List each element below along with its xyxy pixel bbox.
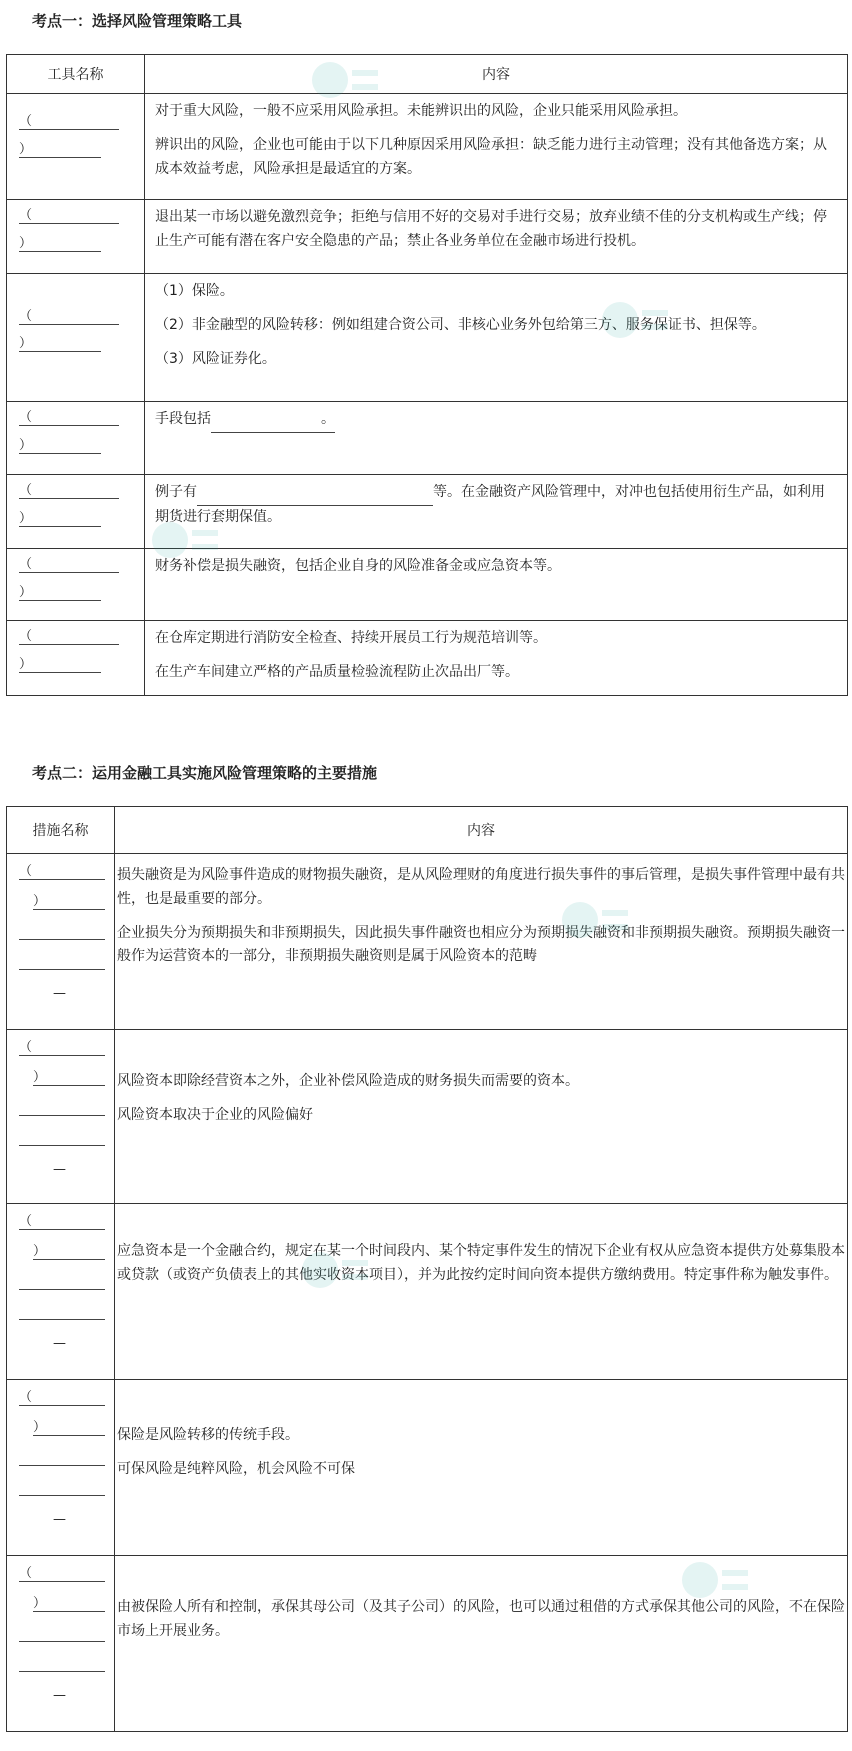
- row-content: [115, 1556, 848, 1732]
- blank-dash: —: [53, 1512, 66, 1527]
- row-content: [145, 621, 848, 696]
- blank-open: （: [19, 1390, 105, 1406]
- blank-close: ）: [19, 336, 101, 352]
- content-text: 。: [321, 408, 335, 433]
- blank-open: （: [19, 557, 119, 573]
- blank-open: （: [19, 483, 119, 499]
- fill-blank[interactable]: [211, 408, 321, 433]
- table-row: [7, 1380, 848, 1556]
- content-text: 例子有: [155, 484, 197, 500]
- blank-line: [19, 954, 105, 970]
- table-row: [7, 1556, 848, 1732]
- content-para: 企业损失分为预期损失和非预期损失，因此损失事件融资也相应分为预期损失融资和非预期损失融资。预期损失融资一般作为运营资本的一部分，非预期损失融资则是属于风险资本的范畴: [117, 924, 845, 965]
- content-para: （1）保险。: [155, 283, 234, 299]
- blank-line: [19, 1480, 105, 1496]
- blank-line: [19, 1626, 105, 1642]
- content-para: 在仓库定期进行消防安全检查、持续开展员工行为规范培训等。: [155, 630, 547, 646]
- blank-line: [19, 1304, 105, 1320]
- content-para: 退出某一市场以避免激烈竞争；拒绝与信用不好的交易对手进行交易；放弃业绩不佳的分支机构或生产线；停止生产可能有潜在客户安全隐患的产品；禁止各业务单位在金融市场进行投机。: [155, 209, 827, 249]
- blank-line: [19, 924, 105, 940]
- content-para: 财务补偿是损失融资，包括企业自身的风险准备金或应急资本等。: [155, 558, 561, 574]
- blank-close: ）: [19, 438, 101, 454]
- row-content: [145, 475, 848, 549]
- blank-open: （: [19, 1040, 105, 1056]
- content-para: 可保风险是纯粹风险，机会风险不可保: [117, 1460, 355, 1477]
- answer-blank[interactable]: [7, 1556, 115, 1732]
- content-text: 手段包括: [155, 411, 211, 427]
- blank-open: （: [19, 864, 105, 880]
- content-para: 对于重大风险，一般不应采用风险承担。未能辨识出的风险，企业只能采用风险承担。: [155, 103, 687, 119]
- blank-close: ）: [19, 511, 101, 527]
- header-measure-name: 措施名称: [7, 807, 115, 854]
- blank-open: （: [19, 208, 119, 224]
- content-para: 保险是风险转移的传统手段。: [117, 1427, 299, 1443]
- blank-close: ）: [19, 657, 101, 673]
- section1-title: 考点一：选择风险管理策略工具: [32, 12, 243, 30]
- blank-close: ）: [19, 142, 101, 158]
- blank-open: （: [19, 410, 119, 426]
- blank-close: ）: [33, 1420, 105, 1436]
- blank-close: ）: [19, 585, 101, 601]
- content-text: 等。在金融资产风险管理中，对冲也包括使用衍生产品，如利用期货进行套期保值。: [155, 484, 825, 525]
- table-row: [7, 621, 848, 696]
- content-para: 在生产车间建立严格的产品质量检验流程防止次品出厂等。: [155, 663, 519, 680]
- content-para: 风险资本即除经营资本之外，企业补偿风险造成的财务损失而需要的资本。: [117, 1073, 579, 1089]
- content-para: 辨识出的风险，企业也可能由于以下几种原因采用风险承担：缺乏能力进行主动管理；没有其他备选方案；从成本效益考虑，风险承担是最适宜的方案。: [155, 136, 827, 177]
- blank-close: ）: [19, 236, 101, 252]
- header-tool-name: 工具名称: [7, 55, 145, 94]
- blank-line: [19, 1274, 105, 1290]
- content-para: （3）风险证券化。: [155, 350, 276, 367]
- table-row: [7, 549, 848, 621]
- row-content: [145, 402, 848, 475]
- blank-dash: —: [53, 1336, 66, 1351]
- measures-table: [6, 806, 848, 1732]
- tools-table: [6, 54, 848, 696]
- measures-table-header: [7, 807, 848, 854]
- fill-blank[interactable]: [197, 481, 433, 506]
- blank-open: （: [19, 629, 119, 645]
- table-row: [7, 200, 848, 274]
- table-row: [7, 274, 848, 402]
- answer-blank[interactable]: [7, 549, 145, 621]
- answer-blank[interactable]: [7, 94, 145, 200]
- row-content: [115, 854, 848, 1030]
- row-content: [115, 1204, 848, 1380]
- row-content: [145, 200, 848, 274]
- blank-close: ）: [33, 894, 105, 910]
- blank-line: [19, 1100, 105, 1116]
- answer-blank[interactable]: [7, 274, 145, 402]
- blank-close: ）: [33, 1596, 105, 1612]
- answer-blank[interactable]: [7, 1030, 115, 1204]
- section2-title: 考点二：运用金融工具实施风险管理策略的主要措施: [32, 764, 378, 782]
- answer-blank[interactable]: [7, 1380, 115, 1556]
- row-content: [115, 1380, 848, 1556]
- content-para: 应急资本是一个金融合约，规定在某一个时间段内、某个特定事件发生的情况下企业有权从应急资本提供方处募集股本或贷款（或资产负债表上的其他实收资本项目），并为此按约定时间向资本提供方缴纳费用。特定事件称为触发事件。: [117, 1243, 845, 1283]
- blank-dash: —: [53, 1688, 66, 1703]
- row-content: [115, 1030, 848, 1204]
- answer-blank[interactable]: [7, 854, 115, 1030]
- table-row: [7, 1204, 848, 1380]
- blank-close: ）: [33, 1070, 105, 1086]
- row-content: [145, 549, 848, 621]
- content-para: 风险资本取决于企业的风险偏好: [117, 1106, 313, 1123]
- table-row: [7, 1030, 848, 1204]
- answer-blank[interactable]: [7, 200, 145, 274]
- blank-dash: —: [53, 986, 66, 1001]
- answer-blank[interactable]: [7, 402, 145, 475]
- content-para: 由被保险人所有和控制，承保其母公司（及其子公司）的风险，也可以通过租借的方式承保其他公司的风险，不在保险市场上开展业务。: [117, 1599, 845, 1639]
- header-content: 内容: [145, 55, 848, 94]
- answer-blank[interactable]: [7, 621, 145, 696]
- row-content: [145, 94, 848, 200]
- row-content: [145, 274, 848, 402]
- table-row: [7, 94, 848, 200]
- tools-table-header: [7, 55, 848, 94]
- table-row: [7, 402, 848, 475]
- blank-line: [19, 1450, 105, 1466]
- answer-blank[interactable]: [7, 475, 145, 549]
- answer-blank[interactable]: [7, 1204, 115, 1380]
- content-para: （2）非金融型的风险转移：例如组建合资公司、非核心业务外包给第三方、服务保证书、担保等。: [155, 316, 766, 333]
- table-row: [7, 475, 848, 549]
- blank-dash: —: [53, 1162, 66, 1177]
- blank-line: [19, 1656, 105, 1672]
- blank-open: （: [19, 114, 119, 130]
- blank-open: （: [19, 1566, 105, 1582]
- content-para: 损失融资是为风险事件造成的财物损失融资，是从风险理财的角度进行损失事件的事后管理，是损失事件管理中最有共性，也是最重要的部分。: [117, 867, 845, 907]
- blank-close: ）: [33, 1244, 105, 1260]
- blank-line: [19, 1130, 105, 1146]
- header-content: 内容: [115, 807, 848, 854]
- blank-open: （: [19, 309, 119, 325]
- table-row: [7, 854, 848, 1030]
- blank-open: （: [19, 1214, 105, 1230]
